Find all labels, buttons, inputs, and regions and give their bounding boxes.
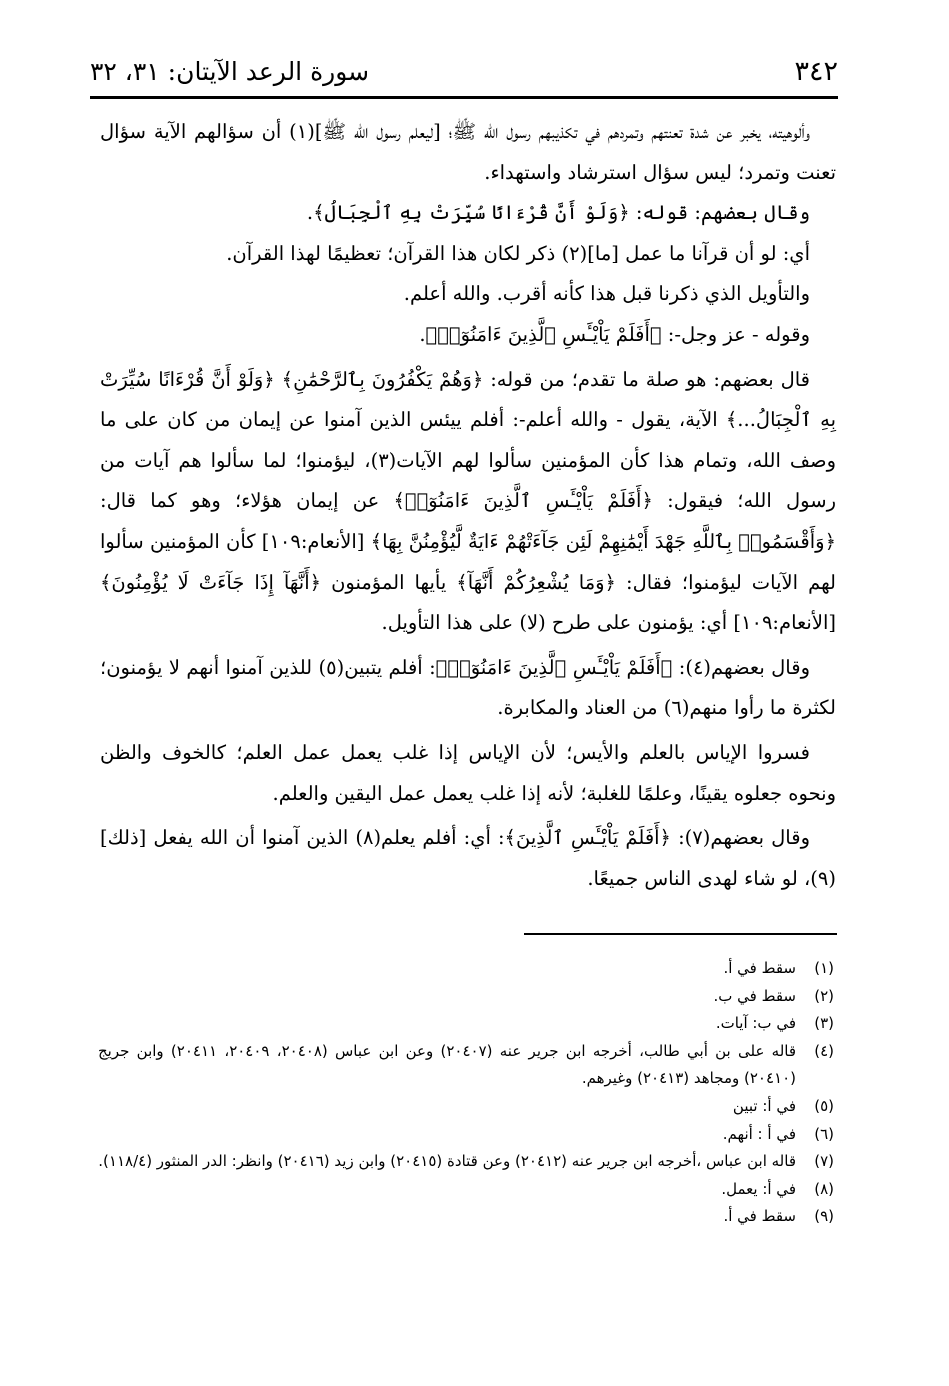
footnote: [98, 1148, 834, 1176]
running-header: [90, 46, 838, 99]
footnote-separator: [524, 933, 837, 935]
footnote-text: سقط في أ.: [723, 1207, 796, 1226]
footnote: [98, 1038, 834, 1093]
footnote-number: (٩): [814, 1207, 834, 1226]
footnote-number: (٣): [814, 1014, 834, 1033]
footnote-number: (٤): [814, 1041, 834, 1060]
footnote-text: سقط في أ.: [723, 959, 796, 977]
paragraph: وألوهيته، يخبر عن شدة تعنتهم وتمردهم في تكذيبهم رسول الله ﷺ؛ [ليعلم رسول الله ﷺ](١) أن سؤالهم الآية سؤال تعنت وتمرد؛ ليس سؤال استرشاد واستهداء.: [100, 120, 836, 184]
footnote: [98, 1093, 834, 1121]
page-number: ٣٤٢: [794, 55, 838, 87]
footnote-number: (٥): [814, 1096, 834, 1115]
footnote-text: سقط في ب.: [713, 986, 796, 1005]
chapter-title: سورة الرعد الآيتان: ٣١، ٣٢: [90, 56, 370, 86]
footnote: [98, 955, 834, 983]
footnote-number: (٢): [814, 986, 834, 1005]
paragraph: أي: لو أن قرآنا ما عمل [ما](٢) ذكر لكان هذا القرآن؛ تعظيمًا لهذا القرآن.: [226, 241, 810, 265]
paragraph: وقال بعضهم(٧): ﴿أَفَلَمْ يَاْيْـَٔسِ ٱلَّذِينَ﴾: أي: أفلم يعلم(٨) الذين آمنوا أن الله يفعل [ذلك](٩)، لو شاء لهدى الناس جميعًا.: [100, 826, 836, 890]
footnote: [98, 983, 834, 1011]
paragraph: فسروا الإياس بالعلم والأيس؛ لأن الإياس إذا غلب يعمل عمل العلم؛ كالخوف والظن ونحوه جعلوه يقينًا، وعلمًا للغلبة؛ لأنه إذا غلب يعمل عمل اليقين والعلم.: [100, 740, 836, 805]
footnotes: [98, 955, 834, 1231]
paragraph: قال بعضهم: هو صلة ما تقدم؛ من قوله: ﴿وَهُمْ يَكْفُرُونَ بِٱلرَّحْمَٰنِ﴾ ﴿وَلَوْ أَنَّ قُرْءَانًا سُيِّرَتْ بِهِ ٱلْجِبَالُ...﴾ الآية، يقول - والله أعلم-: أفلم ييئس الذين آمنوا عن إيمان من كان على ما وصف الله، وتمام هذا كأن المؤمنين سألوا لهم الآيات(٣)، ليؤمنوا؛ لما سألوا هم آيات من رسول الله؛ فيقول: ﴿أَفَلَمْ يَاْيْـَٔسِ ٱلَّذِينَ ءَامَنُوٓا۟﴾ عن إيمان هؤلاء؛ وهو كما قال: ﴿وَأَقْسَمُوا۟ بِٱللَّهِ جَهْدَ أَيْمَٰنِهِمْ لَئِن جَآءَتْهُمْ ءَايَةٌ لَّيُؤْمِنُنَّ بِهَا﴾ [الأنعام:١٠٩] كأن المؤمنين سألوا لهم الآيات ليؤمنوا؛ فقال: ﴿وَمَا يُشْعِرُكُمْ أَنَّهَآ﴾ يأيها المؤمنون ﴿أَنَّهَآ إِذَا جَآءَتْ لَا يُؤْمِنُونَ﴾ [الأنعام:١٠٩] أي: يؤمنون على طرح (لا) على هذا التأويل.: [100, 367, 836, 635]
paragraph: وقال بعضهم(٤): ﴿أَفَلَمْ يَاْيْـَٔسِ ٱلَّذِينَ ءَامَنُوٓا۟﴾: أفلم يتبين(٥) للذين آمنوا أنهم لا يؤمنون؛ لكثرة ما رأوا منهم(٦) من العناد والمكابرة.: [100, 655, 836, 720]
footnote-text: في أ: تبين: [732, 1096, 796, 1115]
footnote: [98, 1121, 834, 1149]
paragraph: والتأويل الذي ذكرنا قبل هذا كأنه أقرب. والله أعلم.: [403, 282, 810, 306]
footnote-text: في ب: آيات.: [715, 1014, 796, 1033]
footnote-text: في أ: يعمل.: [721, 1179, 796, 1198]
footnote-text: قاله ابن عباس ،أخرجه ابن جرير عنه (٢٠٤١٢) وعن قتادة (٢٠٤١٥) وابن زيد (٢٠٤١٦) وانظر: الدر المنثور (١١٨/٤).: [98, 1152, 796, 1171]
footnote-number: (٨): [814, 1179, 834, 1198]
paragraph: وقال بعضهم: قوله: ﴿وَلَوْ أَنَّ قُرْءَانًا سُيِّرَتْ بِهِ ٱلْجِبَالُ﴾.: [306, 201, 810, 225]
footnote: [98, 1203, 834, 1231]
main-text: [100, 112, 836, 899]
footnote-text: في أ : أنهم.: [722, 1124, 796, 1143]
footnote-number: (٦): [814, 1124, 834, 1143]
footnote: [98, 1176, 834, 1204]
footnote-text: قاله على بن أبي طالب، أخرجه ابن جرير عنه (٢٠٤٠٧) وعن ابن عباس (٢٠٤٠٨، ٢٠٤٠٩، ٢٠٤١١) وابن جريج (٢٠٤١٠) ومجاهد (٢٠٤١٣) وغيرهم.: [98, 1041, 796, 1088]
footnote: [98, 1010, 834, 1038]
footnote-number: (٧): [814, 1152, 834, 1171]
footnote-number: (١): [814, 959, 834, 977]
paragraph: وقوله - عز وجل-: ﴿أَفَلَمْ يَاْيْـَٔسِ ٱلَّذِينَ ءَامَنُوٓا۟﴾.: [419, 322, 810, 346]
